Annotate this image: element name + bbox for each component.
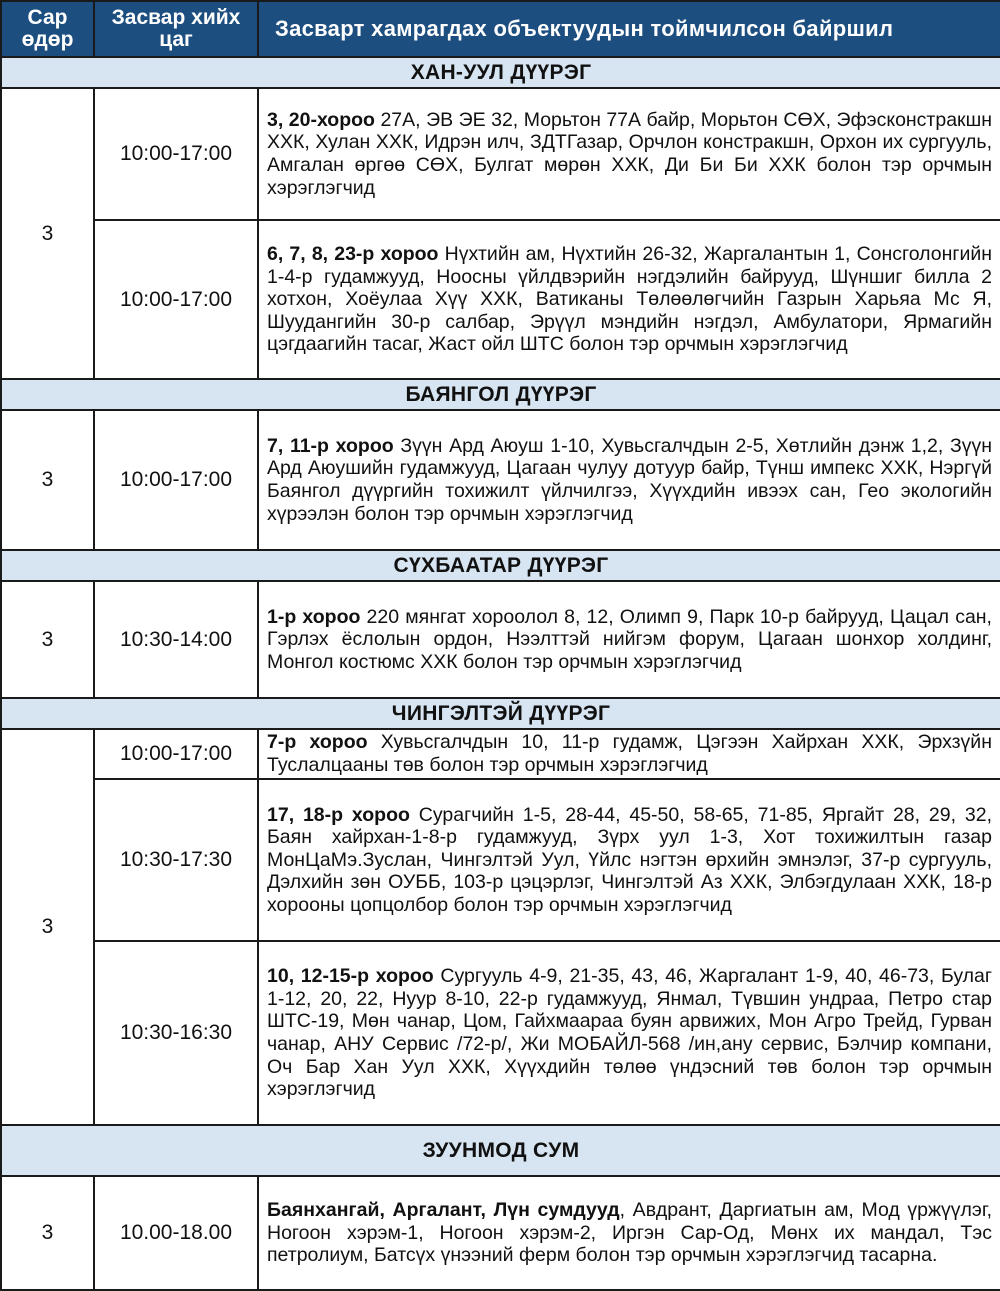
district-row-chingeltei — [1, 698, 1000, 729]
khoroo-label: Баянхангай, Аргалант, Лүн сумдууд — [267, 1199, 620, 1222]
khoroo-label: 1-р хороо — [267, 605, 361, 628]
table-row — [1, 1176, 1000, 1290]
table-row — [1, 581, 1000, 698]
address-text: Сургууль 4-9, 21-35, 43, 46, Жаргалант 1-9, 40, 46-73, Булаг 1-12, 20, 22, Нуур 8-10, 22-р гудамжууд, Янмал, Түвшин ундраа, Петро стар ШТС-19, Мөн чанар, Цом, Гайхмаараа буян арвижих, Мон Агро Трейд, Гурван чанар, АНУ Сервис /72-р/, Жи МОБАЙЛ-568 /ин,ану сервис, Бэлчир компани, Оч Бар Хан Уул ХХК, Хүүхдийн төлөө үндэсний төв болон тэр орчмын хэрэглэгчид — [267, 965, 992, 1101]
district-name: ХАН-УУЛ ДҮҮРЭГ — [1, 57, 1000, 88]
khoroo-label: 17, 18-р хороо — [267, 803, 410, 826]
time-cell: 10:00-17:00 — [94, 729, 258, 779]
time-cell: 10.00-18.00 — [94, 1176, 258, 1290]
khoroo-label: 6, 7, 8, 23-р хороо — [267, 243, 439, 266]
time-cell: 10:00-17:00 — [94, 410, 258, 550]
khoroo-label: 10, 12-15-р хороо — [267, 965, 434, 988]
district-name: ЧИНГЭЛТЭЙ ДҮҮРЭГ — [1, 698, 1000, 729]
time-cell: 10:30-16:30 — [94, 941, 258, 1125]
address-cell — [258, 1176, 1000, 1290]
header-time: Засвар хийх цаг — [94, 1, 258, 57]
address-text: Зүүн Ард Аюуш 1-10, Хувьсгалчдын 2-5, Хөтлийн дэнж 1,2, Зүүн Ард Аюушийн гудамжууд, Цагаан чулуу дотуур байр, Түнш импекс ХХК, Нэргүй Баянгол дүүргийн тохижилт үйлчилгээ, Хүүхдийн ивээх сан, Гео экологийн хүрээлэн болон тэр орчмын хэрэглэгчид — [267, 434, 992, 525]
khoroo-label: 7-р хороо — [267, 731, 368, 754]
day-cell: 3 — [1, 88, 94, 379]
time-cell: 10:30-17:30 — [94, 779, 258, 941]
address-cell — [258, 941, 1000, 1125]
day-cell: 3 — [1, 581, 94, 698]
district-name: СҮХБААТАР ДҮҮРЭГ — [1, 550, 1000, 581]
address-cell — [258, 88, 1000, 220]
table-header-row — [1, 1, 1000, 57]
khoroo-label: 7, 11-р хороо — [267, 434, 394, 457]
address-cell — [258, 220, 1000, 379]
district-row-khan-uul — [1, 57, 1000, 88]
day-cell: 3 — [1, 729, 94, 1125]
time-cell: 10:00-17:00 — [94, 88, 258, 220]
district-row-zuunmod — [1, 1125, 1000, 1176]
address-cell — [258, 581, 1000, 698]
address-text: 220 мянгат хороолол 8, 12, Олимп 9, Парк 10-р байрууд, Цацал сан, Гэрлэх ёслолын ордон, Нээлттэй нийгэм форум, Цагаан шонхор холдинг, Монгол костюмс ХХК болон тэр орчмын хэрэглэгчид — [267, 605, 992, 673]
address-text: 27А, ЭВ ЭЕ 32, Морьтон 77А байр, Морьтон СӨХ, Эфэсконстракшн ХХК, Хулан ХХК, Идрэн илч, ЗДТГазар, Орчлон констракшн, Орхон их сургууль, Амгалан өргөө СӨХ, Булгат мөрөн ХХК, Ди Би Би ХХК болон тэр орчмын хэрэглэгчид — [267, 108, 992, 199]
table-row — [1, 941, 1000, 1125]
day-cell: 3 — [1, 1176, 94, 1290]
district-row-sukhbaatar — [1, 550, 1000, 581]
day-cell: 3 — [1, 410, 94, 550]
district-name: БАЯНГОЛ ДҮҮРЭГ — [1, 379, 1000, 410]
address-text: Нүхтийн ам, Нүхтийн 26-32, Жаргалантын 1, Сонсголонгийн 1-4-р гудамжууд, Ноосны үйлдвэрийн нэгдэлийн байрууд, Шүншиг билла 2 хотхон, Хоёулаа Хүү ХХК, Ватиканы Төлөөлөгчийн Газрын Харьяа Мс Я, Шуудангийн 30-р салбар, Эрүүл мэндийн нэгдэл, Амбулатори, Ярмагийн цэгдаагийн тасаг, Жаст ойл ШТС болон тэр орчмын хэрэглэгчид — [267, 243, 993, 356]
table-row — [1, 88, 1000, 220]
table-row — [1, 220, 1000, 379]
khoroo-label: 3, 20-хороо — [267, 108, 375, 131]
address-cell — [258, 729, 1000, 779]
district-name: ЗУУНМОД СУМ — [1, 1125, 1000, 1176]
table-row — [1, 410, 1000, 550]
time-cell: 10:30-14:00 — [94, 581, 258, 698]
header-day: Сар өдөр — [1, 1, 94, 57]
header-address: Засварт хамрагдах объектуудын тоймчилсон байршил — [258, 1, 1000, 57]
address-text: Сурагчийн 1-5, 28-44, 45-50, 58-65, 71-85, Яргайт 28, 29, 32, Баян хайрхан-1-8-р гудамжууд, Зүрх уул 1-3, Хот тохижилтын газар МонЦаМэ.Зуслан, Чингэлтэй Уул, Үйлс нэгтэн өрхийн эмнэлэг, 37-р сургууль, Дэлхийн зөн ОУББ, 103-р цэцэрлэг, Чингэлтэй Аз ХХК, Элбэгдулаан ХХК, 18-р хорооны цопцолбор болон тэр орчмын хэрэглэгчид — [267, 803, 992, 916]
time-cell: 10:00-17:00 — [94, 220, 258, 379]
address-text: Хувьсгалчдын 10, 11-р гудамж, Цэгээн Хайрхан ХХК, Эрхзүйн Туслалцааны төв болон тэр орчмын хэрэглэгчид — [267, 731, 992, 776]
address-text: , Авдрант, Даргиатын ам, Мод үржүүлэг, Ногоон хэрэм-1, Ногоон хэрэм-2, Иргэн Сар-Од, Мөнх их мандал, Тэс петролиум, Батсүх үнээний ферм болон тэр орчмын хэрэглэгчид тасарна. — [267, 1199, 992, 1267]
district-row-bayangol — [1, 379, 1000, 410]
table-row — [1, 729, 1000, 779]
address-cell — [258, 779, 1000, 941]
table-row — [1, 779, 1000, 941]
address-cell — [258, 410, 1000, 550]
